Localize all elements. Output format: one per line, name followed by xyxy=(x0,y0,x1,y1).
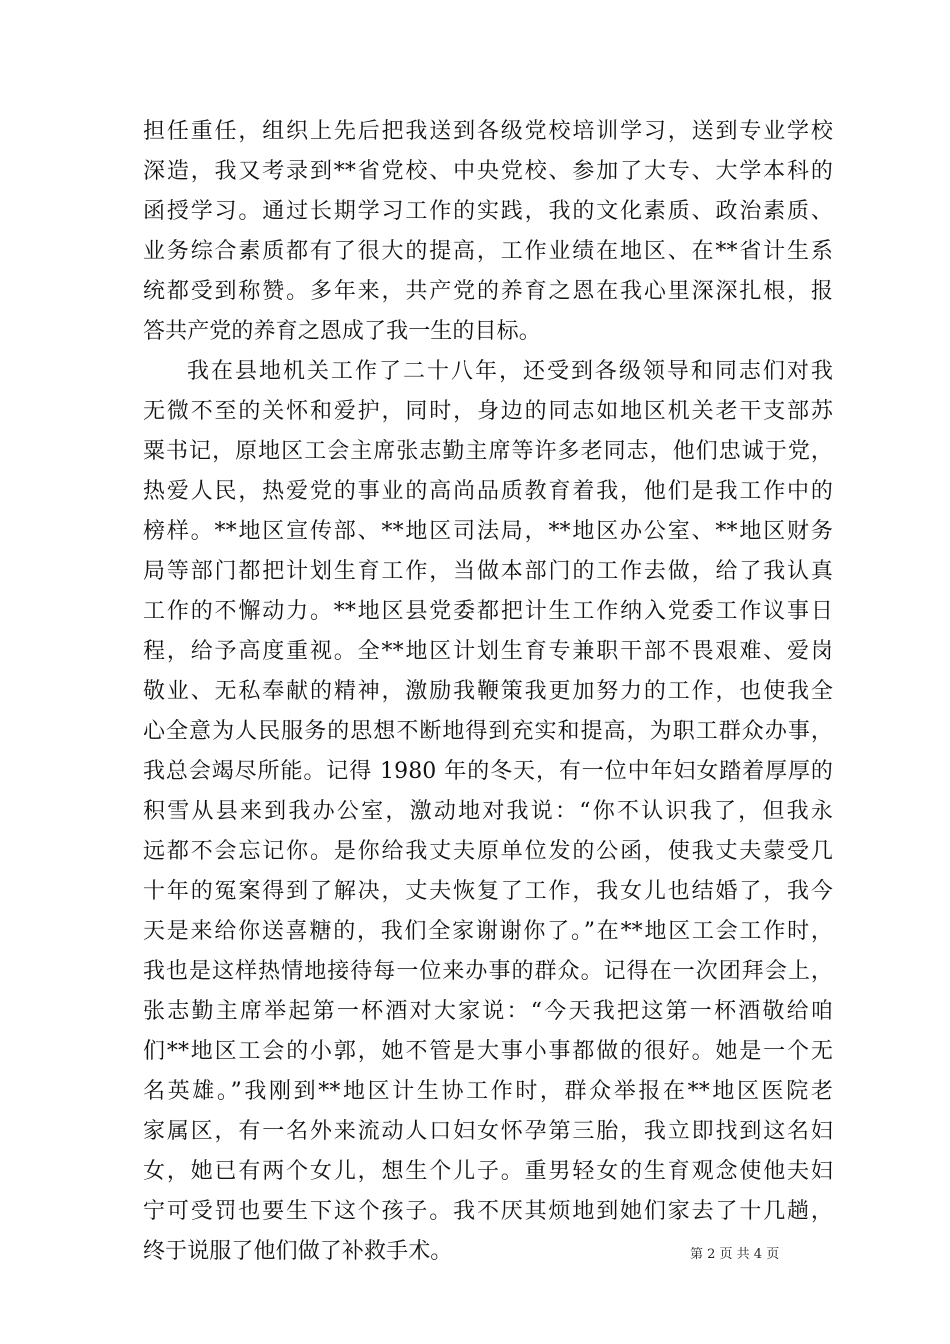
text-line: 榜样。**地区宣传部、**地区司法局，**地区办公室、**地区财务 xyxy=(143,519,833,544)
text-line: 张志勤主席举起第一杯酒对大家说：“今天我把这第一杯酒敬给咱 xyxy=(143,999,833,1024)
text-line: 函授学习。通过长期学习工作的实践，我的文化素质、政治素质、 xyxy=(143,199,833,224)
text-line: 十年的冤案得到了解决，丈夫恢复了工作，我女儿也结婚了，我今 xyxy=(143,879,833,904)
text-line: 答共产党的养育之恩成了我一生的目标。 xyxy=(143,319,541,344)
text-line: 担任重任，组织上先后把我送到各级党校培训学习，送到专业学校 xyxy=(143,119,833,144)
text-line: 家属区，有一名外来流动人口妇女怀孕第三胎，我立即找到这名妇 xyxy=(143,1119,833,1144)
text-line: 终于说服了他们做了补救手术。 xyxy=(143,1239,453,1264)
text-line: 们**地区工会的小郭，她不管是大事小事都做的很好。她是一个无 xyxy=(143,1039,833,1064)
text-line: 心全意为人民服务的思想不断地得到充实和提高，为职工群众办事， xyxy=(143,719,833,744)
text-line: 热爱人民，热爱党的事业的高尚品质教育着我，他们是我工作中的 xyxy=(143,479,833,504)
text-line: 我总会竭尽所能。记得 1980 年的冬天，有一位中年妇女踏着厚厚的 xyxy=(143,759,833,784)
text-line: 宁可受罚也要生下这个孩子。我不厌其烦地到她们家去了十几趟， xyxy=(143,1199,833,1224)
text-line: 程，给予高度重视。全**地区计划生育专兼职干部不畏艰难、爱岗 xyxy=(143,639,833,664)
text-line: 无微不至的关怀和爱护，同时，身边的同志如地区机关老干支部苏 xyxy=(143,399,833,424)
text-line: 远都不会忘记你。是你给我丈夫原单位发的公函，使我丈夫蒙受几 xyxy=(143,839,833,864)
text-line: 统都受到称赞。多年来，共产党的养育之恩在我心里深深扎根，报 xyxy=(143,279,833,304)
text-line: 敬业、无私奉献的精神，激励我鞭策我更加努力的工作，也使我全 xyxy=(143,679,833,704)
text-line: 我在县地机关工作了二十八年，还受到各级领导和同志们对我 xyxy=(187,359,833,384)
text-line: 局等部门都把计划生育工作，当做本部门的工作去做，给了我认真 xyxy=(143,559,833,584)
text-line: 女，她已有两个女儿，想生个儿子。重男轻女的生育观念使他夫妇 xyxy=(143,1159,833,1184)
text-line: 深造，我又考录到**省党校、中央党校、参加了大专、大学本科的 xyxy=(143,159,833,184)
text-line: 业务综合素质都有了很大的提高，工作业绩在地区、在**省计生系 xyxy=(143,239,833,264)
paragraph-2 xyxy=(143,352,833,1272)
document-body xyxy=(143,112,833,1272)
text-line: 粟书记，原地区工会主席张志勤主席等许多老同志，他们忠诚于党， xyxy=(143,439,833,464)
text-line: 名英雄。”我刚到**地区计生协工作时，群众举报在**地区医院老 xyxy=(143,1079,833,1104)
text-line: 我也是这样热情地接待每一位来办事的群众。记得在一次团拜会上， xyxy=(143,959,833,984)
text-line: 天是来给你送喜糖的，我们全家谢谢你了。”在**地区工会工作时， xyxy=(143,919,833,944)
text-line: 工作的不懈动力。**地区县党委都把计生工作纳入党委工作议事日 xyxy=(143,599,833,624)
text-line: 积雪从县来到我办公室，激动地对我说：“你不认识我了，但我永 xyxy=(143,799,833,824)
paragraph-1 xyxy=(143,112,833,352)
page-number: 第 2 页 共 4 页 xyxy=(690,1247,780,1262)
